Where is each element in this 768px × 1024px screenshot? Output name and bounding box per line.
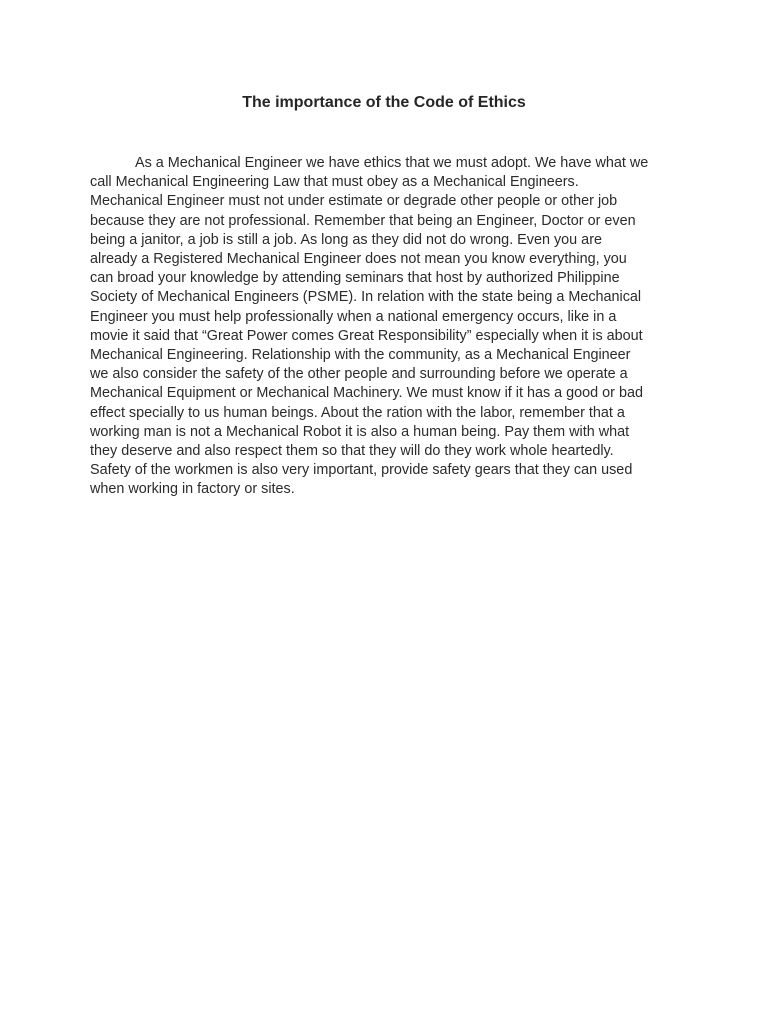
paragraph-line: Safety of the workmen is also very important, provide safety gears that they can used xyxy=(90,462,633,479)
paragraph-line: As a Mechanical Engineer we have ethics that we must adopt. We have what we xyxy=(135,155,649,171)
paragraph-line: Mechanical Equipment or Mechanical Machinery. We must know if it has a good or bad xyxy=(90,385,643,402)
paragraph-line: movie it said that “Great Power comes Great Responsibility” especially when it is about xyxy=(90,327,643,344)
paragraph-line: Mechanical Engineer must not under estimate or degrade other people or other job xyxy=(90,193,618,210)
document-title: The importance of the Code of Ethics xyxy=(242,94,526,111)
paragraph-line: being a janitor, a job is still a job. As long as they did not do wrong. Even you are xyxy=(90,231,602,248)
paragraph-line: when working in factory or sites. xyxy=(90,481,295,498)
paragraph-line: working man is not a Mechanical Robot it is also a human being. Pay them with what xyxy=(90,423,630,440)
paragraph-line: Engineer you must help professionally when a national emergency occurs, like in a xyxy=(90,308,617,325)
paragraph-line: Mechanical Engineering. Relationship with the community, as a Mechanical Engineer xyxy=(90,347,631,364)
paragraph-line: already a Registered Mechanical Engineer does not mean you know everything, you xyxy=(90,251,627,268)
paragraph-line: call Mechanical Engineering Law that must obey as a Mechanical Engineers. xyxy=(90,174,579,191)
body-paragraph xyxy=(90,154,690,500)
paragraph-line: Society of Mechanical Engineers (PSME). In relation with the state being a Mechanical xyxy=(90,289,642,306)
paragraph-line: effect specially to us human beings. About the ration with the labor, remember that a xyxy=(90,404,625,421)
paragraph-line: we also consider the safety of the other people and surrounding before we operate a xyxy=(90,366,628,383)
paragraph-line: can broad your knowledge by attending seminars that host by authorized Philippine xyxy=(90,270,620,287)
paragraph-line: because they are not professional. Remember that being an Engineer, Doctor or even xyxy=(90,212,636,229)
paragraph-line: they deserve and also respect them so that they will do they work whole heartedly. xyxy=(90,443,614,460)
